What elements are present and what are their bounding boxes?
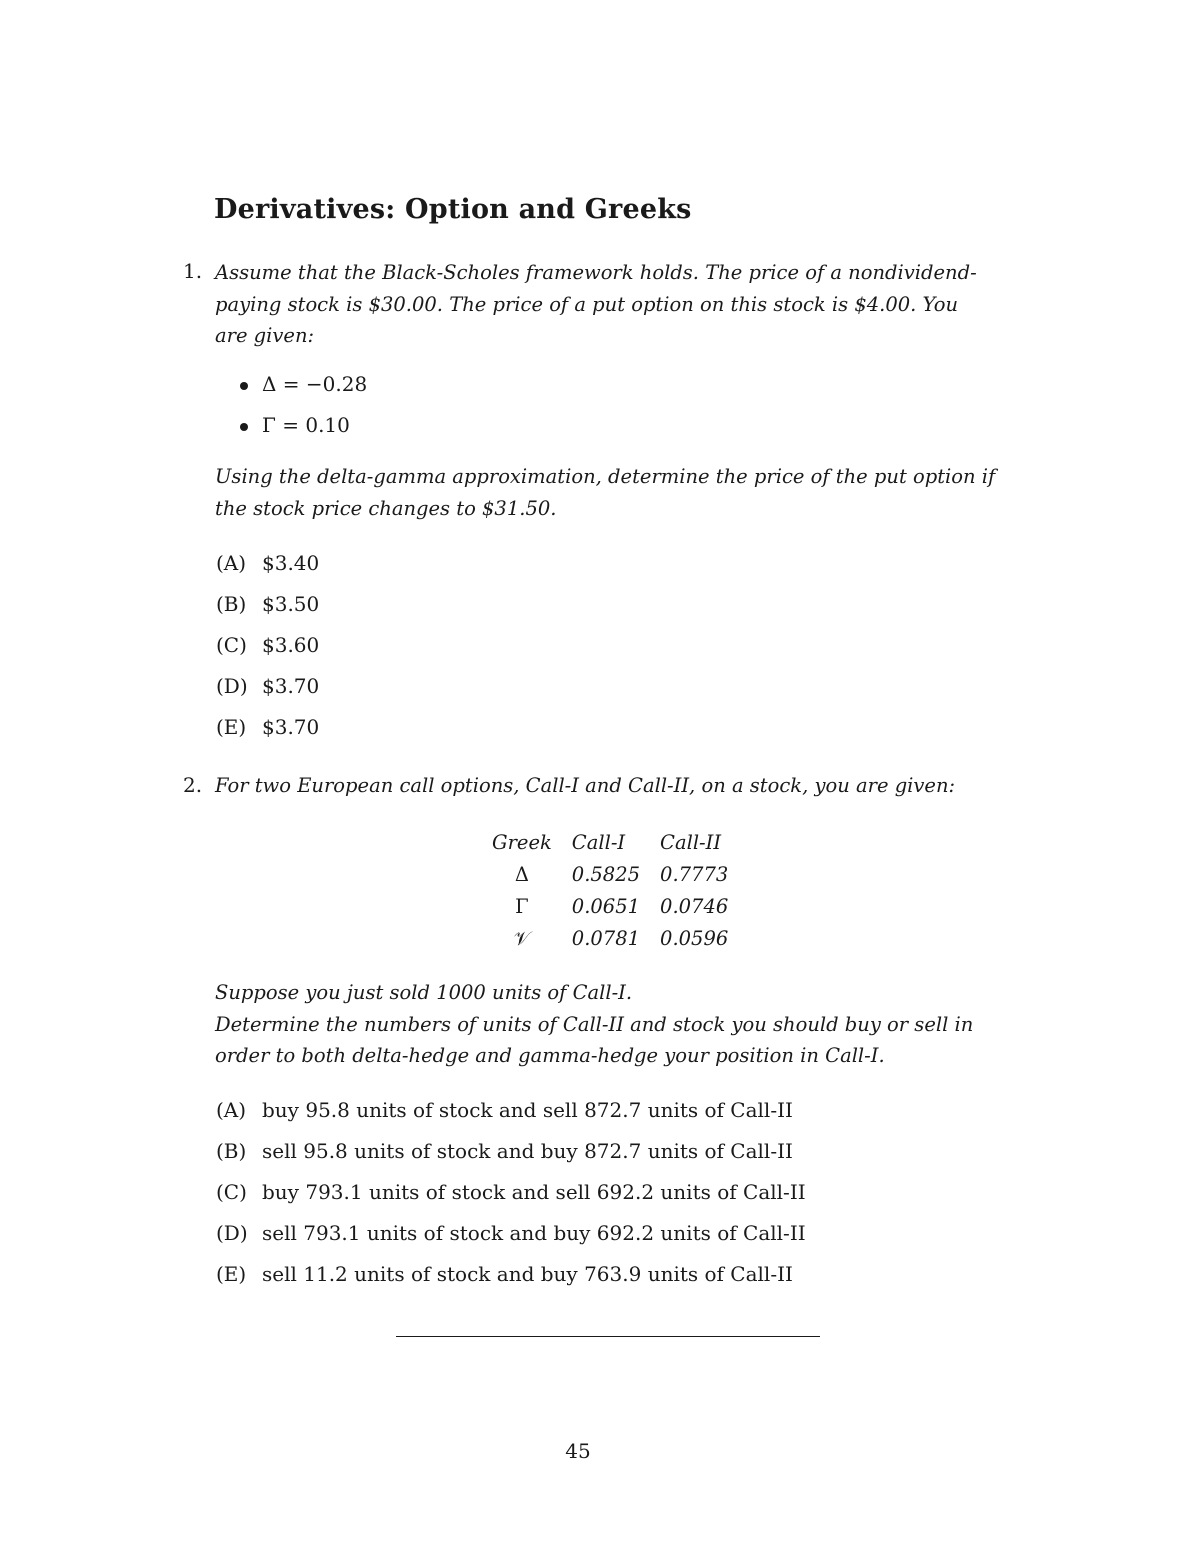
table-row xyxy=(482,858,738,890)
question-2-prompt-line: order to both delta-hedge and gamma-hedge your position in Call-I. xyxy=(215,1044,885,1067)
table-cell: 0.0596 xyxy=(660,926,729,950)
choice-letter: (C) xyxy=(216,1180,247,1204)
choice-a xyxy=(216,551,319,575)
question-2-number: 2. xyxy=(183,773,203,797)
question-1-intro-line: are given: xyxy=(215,324,315,347)
question-2-prompt-line: Determine the numbers of units of Call-II and stock you should buy or sell in xyxy=(215,1012,974,1036)
given-delta: Δ = −0.28 xyxy=(262,372,368,396)
choice-e xyxy=(216,715,319,739)
choice-e xyxy=(216,1262,793,1286)
choice-text: sell 11.2 units of stock and buy 763.9 units of Call-II xyxy=(262,1262,793,1286)
choice-letter: (E) xyxy=(216,715,247,739)
section-title: Derivatives: Option and Greeks xyxy=(214,194,692,225)
choice-letter: (E) xyxy=(216,1262,247,1286)
table-row xyxy=(482,890,738,922)
choice-letter: (C) xyxy=(216,633,247,657)
choice-letter: (A) xyxy=(216,1098,247,1122)
question-2-prompt-line: Suppose you just sold 1000 units of Call-I. xyxy=(215,981,633,1004)
choice-d xyxy=(216,1221,806,1245)
question-1-number: 1. xyxy=(183,259,203,283)
table-header-cell: Greek xyxy=(492,830,552,854)
choice-letter: (B) xyxy=(216,592,247,616)
choice-text: $3.70 xyxy=(262,715,320,739)
choice-letter: (A) xyxy=(216,551,247,575)
choice-text: $3.40 xyxy=(262,551,320,575)
table-cell: 0.7773 xyxy=(660,862,729,886)
choice-b xyxy=(216,592,319,616)
greek-symbol: Γ xyxy=(515,894,529,918)
question-1-intro-line: Assume that the Black-Scholes framework holds. The price of a nondividend- xyxy=(215,261,977,284)
choice-text: sell 95.8 units of stock and buy 872.7 units of Call-II xyxy=(262,1139,793,1163)
question-1-intro xyxy=(215,257,1005,352)
choice-text: $3.50 xyxy=(262,592,320,616)
table-header-cell: Call-I xyxy=(571,830,626,854)
table-cell: 0.5825 xyxy=(571,862,641,886)
bullet-dot xyxy=(240,382,248,390)
table-header-row xyxy=(482,826,738,858)
question-1-intro-line: paying stock is $30.00. The price of a put option on this stock is $4.00. You xyxy=(215,292,959,316)
table-cell: 0.0781 xyxy=(571,926,641,950)
choice-text: $3.70 xyxy=(262,674,320,698)
section-divider xyxy=(396,1336,820,1337)
table-header-cell: Call-II xyxy=(660,830,722,854)
choice-letter: (B) xyxy=(216,1139,247,1163)
greeks-table xyxy=(482,826,738,954)
choice-d xyxy=(216,674,319,698)
question-1-prompt-line: the stock price changes to $31.50. xyxy=(215,496,557,520)
choice-text: buy 793.1 units of stock and sell 692.2 units of Call-II xyxy=(262,1180,806,1204)
question-2-prompt xyxy=(215,977,1005,1072)
choice-text: buy 95.8 units of stock and sell 872.7 units of Call-II xyxy=(262,1098,793,1122)
table-row xyxy=(482,922,738,954)
table-cell: 0.0746 xyxy=(660,894,729,918)
greek-symbol: Δ xyxy=(514,862,529,886)
page-number: 45 xyxy=(565,1439,591,1463)
question-1-prompt xyxy=(215,461,1005,524)
question-2-intro xyxy=(215,770,1005,802)
table-cell: 0.0651 xyxy=(571,894,641,918)
choice-a xyxy=(216,1098,793,1122)
choice-text: $3.60 xyxy=(262,633,320,657)
question-1-prompt-line: Using the delta-gamma approximation, determine the price of the put option if xyxy=(215,465,996,488)
choice-letter: (D) xyxy=(216,1221,248,1245)
choice-b xyxy=(216,1139,793,1163)
choice-text: sell 793.1 units of stock and buy 692.2 units of Call-II xyxy=(262,1221,806,1245)
choice-c xyxy=(216,1180,806,1204)
question-2-intro-line: For two European call options, Call-I and Call-II, on a stock, you are given: xyxy=(215,774,956,797)
greek-symbol: 𝒱 xyxy=(513,926,531,950)
choice-c xyxy=(216,633,319,657)
choice-letter: (D) xyxy=(216,674,248,698)
bullet-dot xyxy=(240,423,248,431)
given-gamma: Γ = 0.10 xyxy=(262,413,350,437)
